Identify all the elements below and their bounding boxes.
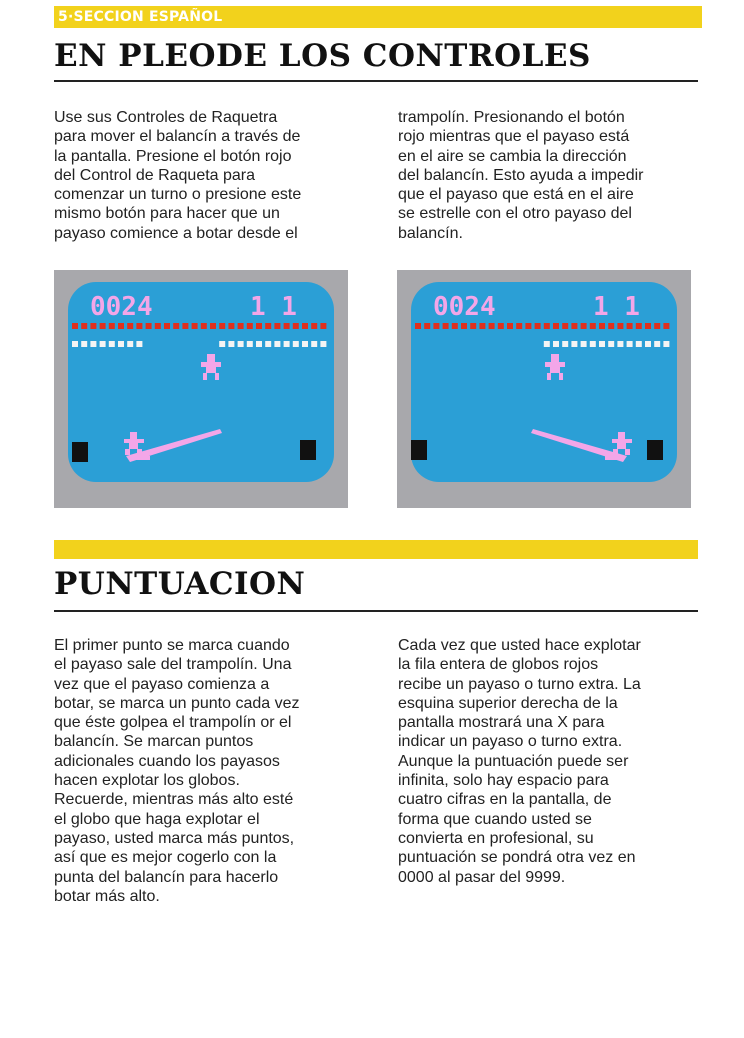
red-balloon (210, 323, 216, 329)
red-balloon (544, 323, 550, 329)
red-balloon (617, 323, 623, 329)
red-balloon (265, 323, 271, 329)
red-balloon (645, 323, 651, 329)
white-balloon (72, 341, 78, 347)
white-balloon (219, 341, 225, 347)
right-trampoline (647, 440, 663, 460)
red-balloon (274, 323, 280, 329)
red-balloon (654, 323, 660, 329)
red-balloon (201, 323, 207, 329)
red-balloon (72, 323, 78, 329)
red-balloon (302, 323, 308, 329)
white-balloon (293, 341, 299, 347)
white-balloon (90, 341, 96, 347)
left-trampoline (411, 440, 427, 460)
white-balloon (256, 341, 262, 347)
red-balloon (663, 323, 669, 329)
white-balloon (274, 341, 280, 347)
red-balloon (311, 323, 317, 329)
white-balloon (654, 341, 660, 347)
white-balloon (311, 341, 317, 347)
white-balloon (636, 341, 642, 347)
white-balloon (590, 341, 596, 347)
white-balloon (562, 341, 568, 347)
red-balloon (415, 323, 421, 329)
controls-text-left: Use sus Controles de Raquetra para mover el balancín a través de la pantalla. Presione el botón rojo del Control de Raqueta para comenzar un turno o presione este mismo botón para hacer que un payaso comience a botar desde el (54, 109, 302, 242)
red-balloon (173, 323, 179, 329)
svg-text:0024: 0024 (90, 292, 153, 322)
white-balloon (599, 341, 605, 347)
white-balloon (265, 341, 271, 347)
red-balloon (182, 323, 188, 329)
white-balloon (247, 341, 253, 347)
red-balloon (219, 323, 225, 329)
white-balloon (109, 341, 115, 347)
red-balloon (452, 323, 458, 329)
section-label: 5·SECCION ESPAÑOL (54, 6, 702, 28)
game-screen-right (397, 270, 691, 508)
red-balloon (479, 323, 485, 329)
white-balloon (238, 341, 244, 347)
svg-text:0024: 0024 (433, 292, 496, 322)
red-balloon (581, 323, 587, 329)
red-balloon (118, 323, 124, 329)
white-balloon (645, 341, 651, 347)
red-balloon (256, 323, 262, 329)
red-balloon (228, 323, 234, 329)
right-trampoline (300, 440, 316, 460)
white-balloon (118, 341, 124, 347)
scoring-text-left: El primer punto se marca cuando el payaso sale del trampolín. Una vez que el payaso comienza a botar, se marca un punto cada vez que éste golpea el trampolín or el balancín. Se marcan puntos adicionales cuando los payasos hacen explotar los globos. Recuerde, mientras más alto esté el globo que haga explotar el payaso, usted marca más puntos, así que es mejor cogerlo con la punta del balancín para hacerlo botar más alto. (54, 637, 300, 905)
red-balloon (599, 323, 605, 329)
heading-underline (54, 80, 698, 82)
red-balloon (608, 323, 614, 329)
svg-text:1 1: 1 1 (593, 292, 640, 322)
red-balloon (507, 323, 513, 329)
white-balloon (136, 341, 142, 347)
red-balloon (284, 323, 290, 329)
controls-heading: EN PLEODE LOS CONTROLES (54, 38, 591, 74)
scoring-heading: PUNTUACION (54, 566, 306, 602)
red-balloon (90, 323, 96, 329)
white-balloon (571, 341, 577, 347)
red-balloon (100, 323, 106, 329)
red-balloon (489, 323, 495, 329)
red-balloon (553, 323, 559, 329)
red-balloon (424, 323, 430, 329)
red-balloon (590, 323, 596, 329)
red-balloon (155, 323, 161, 329)
red-balloon (320, 323, 326, 329)
red-balloon (146, 323, 152, 329)
controls-text-right: trampolín. Presionando el botón rojo mientras que el payaso está en el aire se cambia la dirección del balancín. Esto ayuda a impedir que el payaso que está en el aire se estrelle con el otro payaso del balancín. (398, 109, 644, 242)
red-balloon (461, 323, 467, 329)
red-balloon (433, 323, 439, 329)
red-balloon (498, 323, 504, 329)
red-balloon (571, 323, 577, 329)
white-balloon (663, 341, 669, 347)
left-trampoline (72, 442, 88, 462)
yellow-divider-band (54, 540, 698, 559)
red-balloon (238, 323, 244, 329)
white-balloon (544, 341, 550, 347)
scoring-text-right: Cada vez que usted hace explotar la fila entera de globos rojos recibe un payaso o turno extra. La esquina superior derecha de la pantalla mostrará una X para indicar un payaso o turno extra. Aunque la puntuación puede ser infinita, solo hay espacio para cuatro cifras en la pantalla, de forma que cuando usted se convierta en profesional, su puntuación se pondrá otra vez en 0000 al pasar del 9999. (398, 637, 641, 886)
red-balloon (535, 323, 541, 329)
red-balloon (525, 323, 531, 329)
white-balloon (100, 341, 106, 347)
red-balloon (247, 323, 253, 329)
white-balloon (302, 341, 308, 347)
game-screen-left (54, 270, 348, 508)
red-balloon (136, 323, 142, 329)
white-balloon (608, 341, 614, 347)
red-balloon (164, 323, 170, 329)
white-balloon (581, 341, 587, 347)
white-balloon (627, 341, 633, 347)
red-balloon (516, 323, 522, 329)
game-screenshot-right (397, 270, 691, 508)
white-balloon (320, 341, 326, 347)
red-balloon (562, 323, 568, 329)
white-balloon (617, 341, 623, 347)
red-balloon (192, 323, 198, 329)
red-balloon (109, 323, 115, 329)
game-screenshot-left (54, 270, 348, 508)
red-balloon (293, 323, 299, 329)
white-balloon (228, 341, 234, 347)
red-balloon (443, 323, 449, 329)
red-balloon (81, 323, 87, 329)
white-balloon (553, 341, 559, 347)
red-balloon (636, 323, 642, 329)
white-balloon (284, 341, 290, 347)
svg-text:1 1: 1 1 (250, 292, 297, 322)
red-balloon (470, 323, 476, 329)
heading-underline (54, 610, 698, 612)
white-balloon (81, 341, 87, 347)
white-balloon (127, 341, 133, 347)
red-balloon (627, 323, 633, 329)
red-balloon (127, 323, 133, 329)
